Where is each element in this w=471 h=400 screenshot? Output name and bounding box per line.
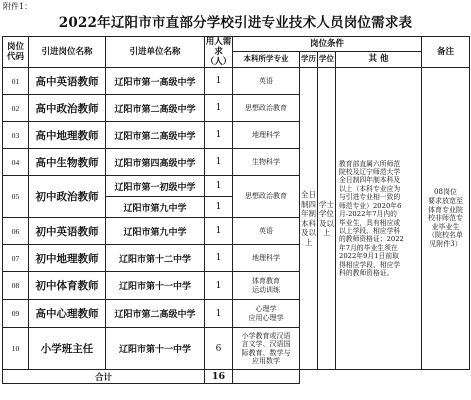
row-count: 1 <box>205 245 233 272</box>
other-text: 教育部直属六所师范 院校及辽宁师范大学 全日制四年制本科及 以上（本科专业应为 与引进专业相一致的 师范专业）2020年6 月-2022年7月内的 毕业生，具有相应或 以上学段、相应学科 的教师资格证；2022 年7月的毕业生须在 2022年9月1日前取 得相应学段、相应学 科的教师资格证。 <box>339 159 404 277</box>
page-title: 2022年辽阳市市直部分学校引进专业技术人员岗位需求表 <box>58 15 413 31</box>
row-count: 1 <box>205 197 233 218</box>
row-count: 1 <box>205 176 233 197</box>
row-position: 高中政治教师 <box>29 95 106 122</box>
remark-text: 08岗位 要求放宽至 体育专业院 校非师范专 业毕业生 （院校名单 见附件3） <box>428 188 464 248</box>
row-no: 07 <box>3 245 29 272</box>
row-count: 1 <box>205 218 233 245</box>
row-major-text: 心理学 应用心理学 <box>248 305 284 322</box>
row-position: 初中政治教师 <box>29 176 106 218</box>
row-major: 生物科学 <box>233 149 300 176</box>
row-unit: 辽阳市第二高级中学 <box>106 300 205 328</box>
row-position: 小学班主任 <box>29 328 106 370</box>
row-no: 02 <box>3 95 29 122</box>
education-text: 全日 制四 年制 本科 及以 上 <box>301 190 316 247</box>
row-no: 06 <box>3 218 29 245</box>
header-degree: 学位 <box>318 51 336 67</box>
row-major <box>233 300 300 328</box>
total-major-empty <box>233 370 300 384</box>
row-no: 03 <box>3 122 29 149</box>
row-count: 1 <box>205 68 233 95</box>
row-unit: 辽阳市第一高级中学 <box>106 68 205 95</box>
row-position: 初中英语教师 <box>29 218 106 245</box>
row-count: 1 <box>205 122 233 149</box>
row-unit: 辽阳市第一初级中学 <box>106 176 205 197</box>
row-count: 6 <box>205 328 233 370</box>
row-position: 高中地理教师 <box>29 122 106 149</box>
row-no: 08 <box>3 272 29 300</box>
row-unit: 辽阳市第二高级中学 <box>106 95 205 122</box>
row-count: 1 <box>205 149 233 176</box>
row-unit: 辽阳市第十一中学 <box>106 328 205 370</box>
row-no: 04 <box>3 149 29 176</box>
header-no: 岗位代码 <box>3 37 29 68</box>
row-major-text: 小学教育或汉语 言文学、汉语国 际教育、数学与 应用数学 <box>241 331 291 365</box>
row-no: 01 <box>3 68 29 95</box>
row-no: 05 <box>3 176 29 218</box>
row-unit: 辽阳市第十二中学 <box>106 245 205 272</box>
total-row <box>3 370 470 384</box>
row-unit: 辽阳市第九中学 <box>106 218 205 245</box>
row-major: 思想政治教育 <box>233 176 300 218</box>
row-major-text: 体育教育 运动训练 <box>252 277 280 294</box>
row-position: 初中体育教师 <box>29 272 106 300</box>
row-major: 地理科学 <box>233 122 300 149</box>
row-position: 高中英语教师 <box>29 68 106 95</box>
row-major <box>233 328 300 370</box>
row-count: 1 <box>205 272 233 300</box>
header-conditions: 岗位条件 <box>233 37 422 52</box>
row-count: 1 <box>205 300 233 328</box>
total-value: 16 <box>205 370 233 384</box>
row-major: 地理科学 <box>233 245 300 272</box>
row-major <box>233 272 300 300</box>
header-position: 引进岗位名称 <box>29 37 106 68</box>
total-label: 合计 <box>3 370 205 384</box>
header-other: 其 他 <box>336 51 422 67</box>
row-unit: 辽阳市第九中学 <box>106 197 205 218</box>
row-count: 1 <box>205 95 233 122</box>
header-unit: 引进单位名称 <box>106 37 205 68</box>
header-count: 用人需求（人） <box>205 37 232 67</box>
row-no: 09 <box>3 300 29 328</box>
degree-requirement <box>318 68 336 370</box>
row-position: 高中生物教师 <box>29 149 106 176</box>
row-major: 英语 <box>233 68 300 95</box>
row-unit: 辽阳市第十一中学 <box>106 272 205 300</box>
row-position: 初中地理教师 <box>29 245 106 272</box>
header-remark: 备注 <box>422 37 470 68</box>
education-requirement <box>300 68 318 370</box>
row-major: 思想政治教育 <box>233 95 300 122</box>
header-education: 学历 <box>300 51 318 67</box>
table-row <box>3 68 470 95</box>
position-table <box>2 36 470 384</box>
degree-text: 学士 学位 及以 上 <box>319 199 334 237</box>
header-major: 本科所学专业 <box>233 51 300 67</box>
row-position: 高中心理教师 <box>29 300 106 328</box>
row-unit: 辽阳市第二高级中学 <box>106 122 205 149</box>
row-major: 英语 <box>233 218 300 245</box>
remark-cell <box>422 68 470 370</box>
row-no: 10 <box>3 328 29 370</box>
other-requirement <box>336 68 422 370</box>
attachment-label: 附件1： <box>3 2 33 11</box>
row-unit: 辽阳市第四高级中学 <box>106 149 205 176</box>
